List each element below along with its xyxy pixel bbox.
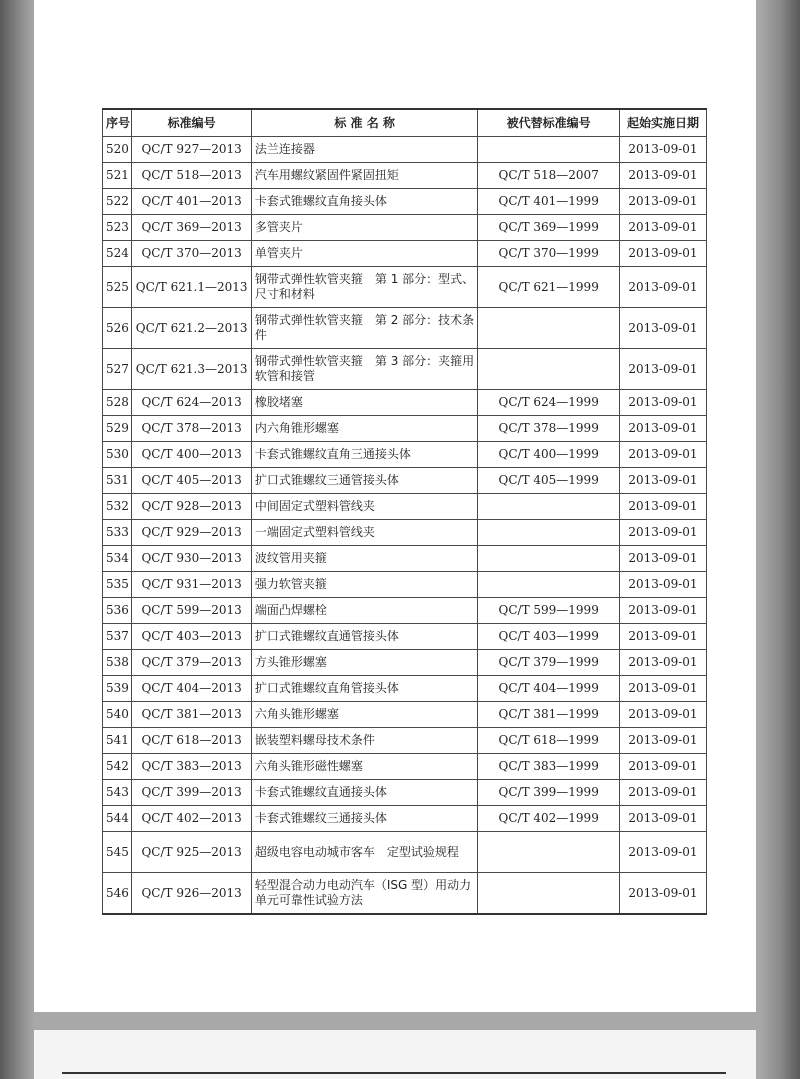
- standard-name: 钢带式弹性软管夹箍 第 2 部分：技术条件: [251, 308, 478, 349]
- standard-code: QC/T 618—2013: [132, 728, 252, 754]
- table-header-row: [103, 109, 707, 137]
- row-number: 524: [103, 241, 132, 267]
- effective-date: 2013-09-01: [619, 468, 706, 494]
- row-number: 530: [103, 442, 132, 468]
- table-row: [103, 832, 707, 873]
- row-number: 532: [103, 494, 132, 520]
- standards-table: [102, 108, 707, 915]
- standard-name: 嵌装塑料螺母技术条件: [251, 728, 478, 754]
- replaced-standard-code: [478, 546, 620, 572]
- effective-date: 2013-09-01: [619, 572, 706, 598]
- row-number: 527: [103, 349, 132, 390]
- table-row: [103, 137, 707, 163]
- table-row: [103, 873, 707, 915]
- effective-date: 2013-09-01: [619, 520, 706, 546]
- replaced-standard-code: QC/T 403—1999: [478, 624, 620, 650]
- replaced-standard-code: [478, 308, 620, 349]
- table-row: [103, 416, 707, 442]
- standard-name: 方头锥形螺塞: [251, 650, 478, 676]
- standard-name: 多管夹片: [251, 215, 478, 241]
- standard-code: QC/T 927—2013: [132, 137, 252, 163]
- header-replaced: 被代替标准编号: [478, 109, 620, 137]
- standard-name: 钢带式弹性软管夹箍 第 3 部分：夹箍用软管和接管: [251, 349, 478, 390]
- standard-name: 波纹管用夹箍: [251, 546, 478, 572]
- replaced-standard-code: QC/T 402—1999: [478, 806, 620, 832]
- replaced-standard-code: QC/T 379—1999: [478, 650, 620, 676]
- document-page: [34, 0, 756, 1012]
- replaced-standard-code: [478, 873, 620, 915]
- table-row: [103, 267, 707, 308]
- row-number: 526: [103, 308, 132, 349]
- standard-code: QC/T 926—2013: [132, 873, 252, 915]
- table-row: [103, 624, 707, 650]
- header-code: 标准编号: [132, 109, 252, 137]
- standard-code: QC/T 928—2013: [132, 494, 252, 520]
- table-row: [103, 241, 707, 267]
- row-number: 523: [103, 215, 132, 241]
- table-body: [103, 137, 707, 915]
- effective-date: 2013-09-01: [619, 442, 706, 468]
- replaced-standard-code: QC/T 378—1999: [478, 416, 620, 442]
- effective-date: 2013-09-01: [619, 650, 706, 676]
- replaced-standard-code: QC/T 401—1999: [478, 189, 620, 215]
- row-number: 539: [103, 676, 132, 702]
- replaced-standard-code: [478, 572, 620, 598]
- table-row: [103, 349, 707, 390]
- standard-code: QC/T 624—2013: [132, 390, 252, 416]
- standard-name: 扩口式锥螺纹直角管接头体: [251, 676, 478, 702]
- effective-date: 2013-09-01: [619, 390, 706, 416]
- table-row: [103, 494, 707, 520]
- effective-date: 2013-09-01: [619, 163, 706, 189]
- effective-date: 2013-09-01: [619, 676, 706, 702]
- table-row: [103, 468, 707, 494]
- table-row: [103, 702, 707, 728]
- row-number: 529: [103, 416, 132, 442]
- row-number: 522: [103, 189, 132, 215]
- standard-name: 单管夹片: [251, 241, 478, 267]
- header-date: 起始实施日期: [619, 109, 706, 137]
- row-number: 545: [103, 832, 132, 873]
- row-number: 531: [103, 468, 132, 494]
- row-number: 540: [103, 702, 132, 728]
- table-row: [103, 780, 707, 806]
- table-row: [103, 308, 707, 349]
- effective-date: 2013-09-01: [619, 832, 706, 873]
- effective-date: 2013-09-01: [619, 728, 706, 754]
- standard-code: QC/T 378—2013: [132, 416, 252, 442]
- standard-code: QC/T 401—2013: [132, 189, 252, 215]
- table-row: [103, 728, 707, 754]
- effective-date: 2013-09-01: [619, 189, 706, 215]
- standard-code: QC/T 518—2013: [132, 163, 252, 189]
- replaced-standard-code: QC/T 621—1999: [478, 267, 620, 308]
- table-row: [103, 163, 707, 189]
- effective-date: 2013-09-01: [619, 598, 706, 624]
- standard-name: 扩口式锥螺纹三通管接头体: [251, 468, 478, 494]
- standard-code: QC/T 400—2013: [132, 442, 252, 468]
- replaced-standard-code: QC/T 383—1999: [478, 754, 620, 780]
- effective-date: 2013-09-01: [619, 546, 706, 572]
- standard-name: 扩口式锥螺纹直通管接头体: [251, 624, 478, 650]
- standard-name: 橡胶堵塞: [251, 390, 478, 416]
- next-page-rule: [62, 1072, 726, 1074]
- row-number: 520: [103, 137, 132, 163]
- standard-code: QC/T 402—2013: [132, 806, 252, 832]
- table-row: [103, 598, 707, 624]
- standard-name: 钢带式弹性软管夹箍 第 1 部分：型式、尺寸和材料: [251, 267, 478, 308]
- effective-date: 2013-09-01: [619, 494, 706, 520]
- replaced-standard-code: QC/T 599—1999: [478, 598, 620, 624]
- effective-date: 2013-09-01: [619, 241, 706, 267]
- standard-code: QC/T 930—2013: [132, 546, 252, 572]
- replaced-standard-code: QC/T 399—1999: [478, 780, 620, 806]
- row-number: 536: [103, 598, 132, 624]
- replaced-standard-code: QC/T 381—1999: [478, 702, 620, 728]
- row-number: 537: [103, 624, 132, 650]
- table-row: [103, 806, 707, 832]
- effective-date: 2013-09-01: [619, 754, 706, 780]
- replaced-standard-code: QC/T 369—1999: [478, 215, 620, 241]
- effective-date: 2013-09-01: [619, 215, 706, 241]
- standard-code: QC/T 379—2013: [132, 650, 252, 676]
- standard-name: 六角头锥形磁性螺塞: [251, 754, 478, 780]
- replaced-standard-code: QC/T 405—1999: [478, 468, 620, 494]
- replaced-standard-code: QC/T 404—1999: [478, 676, 620, 702]
- header-name: 标 准 名 称: [251, 109, 478, 137]
- row-number: 528: [103, 390, 132, 416]
- standard-code: QC/T 925—2013: [132, 832, 252, 873]
- effective-date: 2013-09-01: [619, 349, 706, 390]
- standard-name: 一端固定式塑料管线夹: [251, 520, 478, 546]
- table-row: [103, 189, 707, 215]
- row-number: 544: [103, 806, 132, 832]
- table-row: [103, 546, 707, 572]
- replaced-standard-code: QC/T 400—1999: [478, 442, 620, 468]
- row-number: 533: [103, 520, 132, 546]
- row-number: 521: [103, 163, 132, 189]
- standard-name: 汽车用螺纹紧固件紧固扭矩: [251, 163, 478, 189]
- row-number: 541: [103, 728, 132, 754]
- effective-date: 2013-09-01: [619, 780, 706, 806]
- standard-code: QC/T 931—2013: [132, 572, 252, 598]
- standard-code: QC/T 621.1—2013: [132, 267, 252, 308]
- standard-code: QC/T 929—2013: [132, 520, 252, 546]
- effective-date: 2013-09-01: [619, 137, 706, 163]
- standard-code: QC/T 369—2013: [132, 215, 252, 241]
- table-row: [103, 572, 707, 598]
- replaced-standard-code: [478, 494, 620, 520]
- table-row: [103, 442, 707, 468]
- standard-name: 法兰连接器: [251, 137, 478, 163]
- standard-code: QC/T 621.3—2013: [132, 349, 252, 390]
- standard-code: QC/T 621.2—2013: [132, 308, 252, 349]
- table-row: [103, 754, 707, 780]
- standard-code: QC/T 399—2013: [132, 780, 252, 806]
- effective-date: 2013-09-01: [619, 624, 706, 650]
- standard-name: 内六角锥形螺塞: [251, 416, 478, 442]
- standard-name: 强力软管夹箍: [251, 572, 478, 598]
- standard-name: 卡套式锥螺纹三通接头体: [251, 806, 478, 832]
- effective-date: 2013-09-01: [619, 416, 706, 442]
- replaced-standard-code: QC/T 624—1999: [478, 390, 620, 416]
- row-number: 538: [103, 650, 132, 676]
- row-number: 546: [103, 873, 132, 915]
- replaced-standard-code: QC/T 518—2007: [478, 163, 620, 189]
- effective-date: 2013-09-01: [619, 702, 706, 728]
- table-row: [103, 650, 707, 676]
- standard-code: QC/T 383—2013: [132, 754, 252, 780]
- replaced-standard-code: QC/T 370—1999: [478, 241, 620, 267]
- table-row: [103, 215, 707, 241]
- standard-name: 端面凸焊螺栓: [251, 598, 478, 624]
- standard-code: QC/T 403—2013: [132, 624, 252, 650]
- effective-date: 2013-09-01: [619, 806, 706, 832]
- replaced-standard-code: [478, 832, 620, 873]
- row-number: 535: [103, 572, 132, 598]
- header-no: 序号: [103, 109, 132, 137]
- replaced-standard-code: QC/T 618—1999: [478, 728, 620, 754]
- standard-name: 六角头锥形螺塞: [251, 702, 478, 728]
- standard-name: 卡套式锥螺纹直通接头体: [251, 780, 478, 806]
- effective-date: 2013-09-01: [619, 267, 706, 308]
- replaced-standard-code: [478, 137, 620, 163]
- row-number: 543: [103, 780, 132, 806]
- table-row: [103, 390, 707, 416]
- row-number: 542: [103, 754, 132, 780]
- row-number: 534: [103, 546, 132, 572]
- standard-name: 超级电容电动城市客车 定型试验规程: [251, 832, 478, 873]
- replaced-standard-code: [478, 520, 620, 546]
- replaced-standard-code: [478, 349, 620, 390]
- standard-code: QC/T 404—2013: [132, 676, 252, 702]
- standard-code: QC/T 370—2013: [132, 241, 252, 267]
- standard-name: 卡套式锥螺纹直角三通接头体: [251, 442, 478, 468]
- table-row: [103, 676, 707, 702]
- standard-name: 卡套式锥螺纹直角接头体: [251, 189, 478, 215]
- table-row: [103, 520, 707, 546]
- row-number: 525: [103, 267, 132, 308]
- standard-code: QC/T 599—2013: [132, 598, 252, 624]
- standard-code: QC/T 381—2013: [132, 702, 252, 728]
- effective-date: 2013-09-01: [619, 873, 706, 915]
- next-page: [34, 1030, 756, 1079]
- standard-name: 轻型混合动力电动汽车（ISG 型）用动力单元可靠性试验方法: [251, 873, 478, 915]
- standard-code: QC/T 405—2013: [132, 468, 252, 494]
- effective-date: 2013-09-01: [619, 308, 706, 349]
- standard-name: 中间固定式塑料管线夹: [251, 494, 478, 520]
